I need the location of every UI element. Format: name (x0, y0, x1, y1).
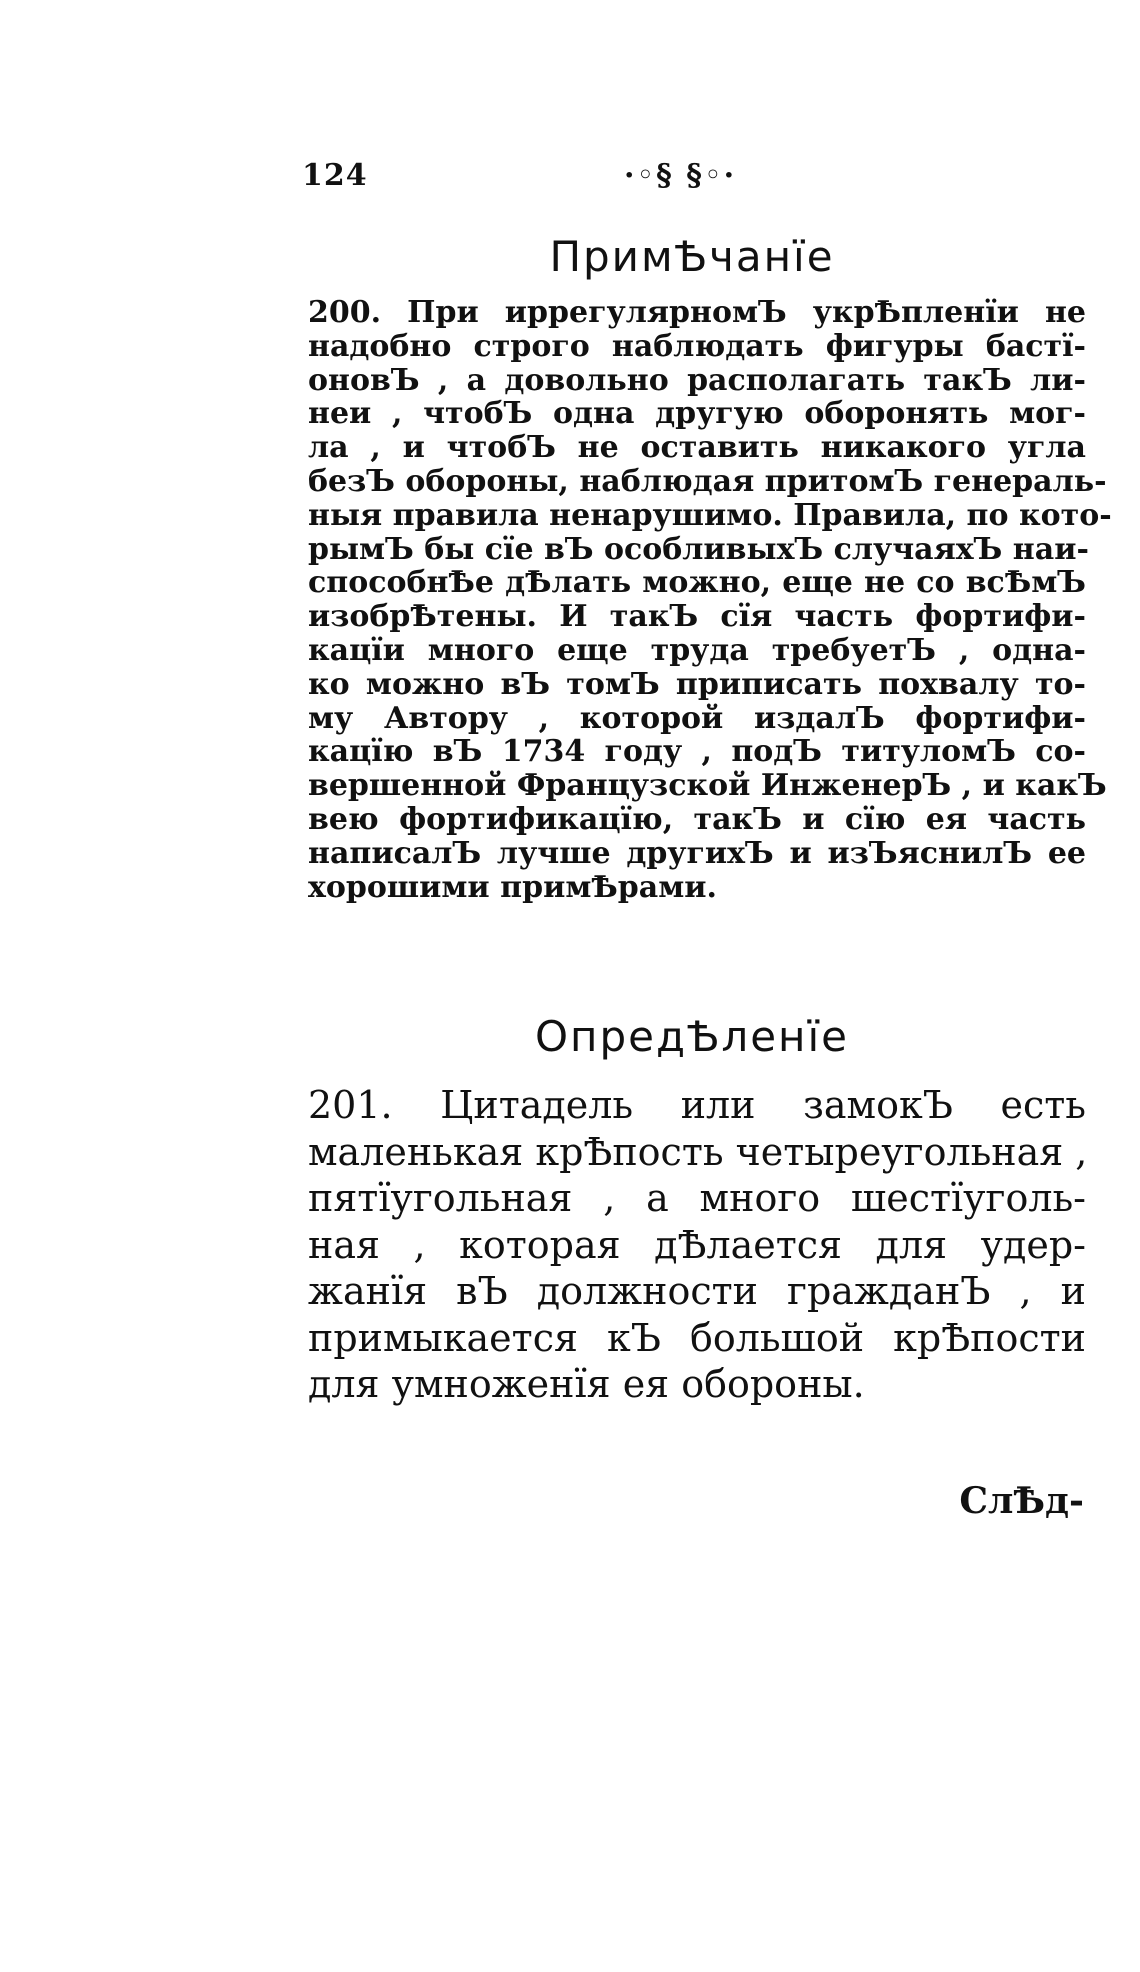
text-line: ла , и чтобЪ не оставить никакого угла (308, 430, 1086, 466)
text-line: му Автору , которой издалЪ фортифи- (308, 700, 1086, 736)
text-line: пятїугольная , а много шестїуголь- (308, 1176, 1086, 1220)
text-line: вею фортификацїю, такЪ и сїю ея часть (308, 801, 1086, 837)
text-line: хорошими примѢрами. (308, 869, 717, 905)
definition-paragraph (308, 1082, 1086, 1408)
note-paragraph (308, 295, 1112, 905)
text-line: ныя правила ненарушимо. Правила, по кото- (308, 497, 1112, 533)
text-line: вершенной Французской ИнженерЪ , и какЪ (308, 768, 1107, 804)
text-line: 200. При иррегулярномЪ укрѢпленїи не (308, 295, 1086, 330)
text-line: оновЪ , а довольно располагать такЪ ли- (308, 362, 1086, 398)
text-line: ко можно вЪ томЪ приписать похвалу то- (308, 666, 1086, 702)
text-line: рымЪ бы сїе вЪ особливыхЪ случаяхЪ наи- (308, 531, 1089, 567)
section-heading-definition: ОпредѢленїе (534, 1012, 850, 1061)
text-line: ная , которая дѢлается для удер- (308, 1222, 1086, 1267)
text-line: 201. Цитадель или замокЪ есть (308, 1083, 1086, 1127)
section-heading-note: ПримѢчанїе (549, 232, 835, 281)
text-line: примыкается кЪ большой крѢпости (308, 1315, 1086, 1360)
text-line: кацїю вЪ 1734 году , подЪ титуломЪ со- (308, 734, 1086, 770)
text-line: неи , чтобЪ одна другую оборонять мог- (308, 396, 1086, 432)
text-line: надобно строго наблюдать фигуры бастї- (308, 328, 1086, 364)
text-line: кацїи много еще труда требуетЪ , одна- (308, 632, 1086, 668)
text-line: для умноженїя ея обороны. (308, 1362, 865, 1406)
page-number: 124 (302, 158, 368, 193)
text-line: способнѢе дѢлать можно, еще не со всѢмЪ (308, 565, 1086, 601)
text-line: написалЪ лучше другихЪ и изЪяснилЪ ее (308, 835, 1086, 871)
page-header (302, 158, 1082, 198)
text-line: маленькая крѢпость четыреугольная , (308, 1129, 1088, 1174)
text-line: изобрѢтены. И такЪ сїя часть фортифи- (308, 599, 1086, 635)
text-line: безЪ обороны, наблюдая притомЪ генераль- (308, 463, 1107, 499)
text-line: жанїя вЪ должности гражданЪ , и (308, 1269, 1086, 1313)
catchword: СлѢд- (959, 1480, 1084, 1522)
header-ornament: ·◦§ §◦· (624, 158, 737, 193)
